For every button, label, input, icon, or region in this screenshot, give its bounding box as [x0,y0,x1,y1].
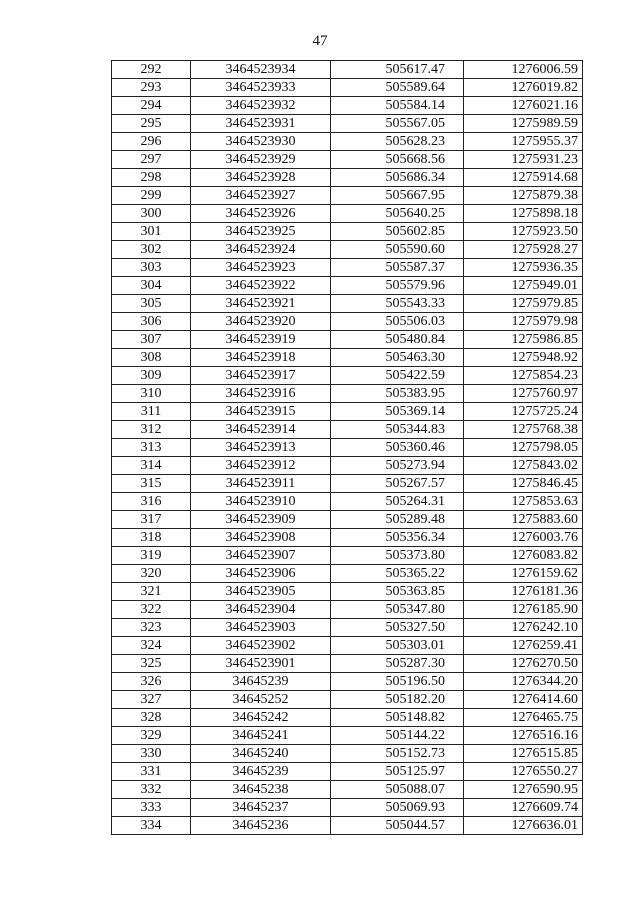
point-id-cell: 3464523924 [191,241,331,259]
table-row [112,295,583,313]
row-number-cell: 324 [112,637,191,655]
y-coordinate-cell: 1275883.60 [464,511,583,529]
point-id-cell: 3464523923 [191,259,331,277]
y-coordinate-cell: 1275989.59 [464,115,583,133]
y-coordinate-cell: 1275949.01 [464,277,583,295]
x-coordinate-cell: 505579.96 [331,277,464,295]
x-coordinate-cell: 505347.80 [331,601,464,619]
table-row [112,385,583,403]
point-id-cell: 3464523925 [191,223,331,241]
row-number-cell: 303 [112,259,191,277]
y-coordinate-cell: 1275979.98 [464,313,583,331]
y-coordinate-cell: 1275979.85 [464,295,583,313]
point-id-cell: 3464523902 [191,637,331,655]
y-coordinate-cell: 1275928.27 [464,241,583,259]
y-coordinate-cell: 1276003.76 [464,529,583,547]
table-row [112,511,583,529]
point-id-cell: 34645236 [191,817,331,835]
point-id-cell: 3464523927 [191,187,331,205]
x-coordinate-cell: 505148.82 [331,709,464,727]
row-number-cell: 328 [112,709,191,727]
point-id-cell: 3464523934 [191,61,331,79]
row-number-cell: 309 [112,367,191,385]
x-coordinate-cell: 505584.14 [331,97,464,115]
point-id-cell: 34645238 [191,781,331,799]
row-number-cell: 300 [112,205,191,223]
y-coordinate-cell: 1276021.16 [464,97,583,115]
point-id-cell: 3464523904 [191,601,331,619]
y-coordinate-cell: 1276185.90 [464,601,583,619]
point-id-cell: 3464523907 [191,547,331,565]
table-row [112,133,583,151]
point-id-cell: 34645241 [191,727,331,745]
point-id-cell: 34645239 [191,763,331,781]
row-number-cell: 330 [112,745,191,763]
y-coordinate-cell: 1275853.63 [464,493,583,511]
x-coordinate-cell: 505144.22 [331,727,464,745]
y-coordinate-cell: 1275948.92 [464,349,583,367]
row-number-cell: 301 [112,223,191,241]
row-number-cell: 318 [112,529,191,547]
table-row [112,763,583,781]
point-id-cell: 34645252 [191,691,331,709]
y-coordinate-cell: 1275879.38 [464,187,583,205]
y-coordinate-cell: 1276609.74 [464,799,583,817]
row-number-cell: 315 [112,475,191,493]
table-row [112,529,583,547]
row-number-cell: 302 [112,241,191,259]
x-coordinate-cell: 505587.37 [331,259,464,277]
table-row [112,817,583,835]
row-number-cell: 326 [112,673,191,691]
row-number-cell: 304 [112,277,191,295]
point-id-cell: 3464523916 [191,385,331,403]
point-id-cell: 3464523930 [191,133,331,151]
x-coordinate-cell: 505182.20 [331,691,464,709]
row-number-cell: 295 [112,115,191,133]
point-id-cell: 3464523911 [191,475,331,493]
x-coordinate-cell: 505506.03 [331,313,464,331]
point-id-cell: 34645242 [191,709,331,727]
x-coordinate-cell: 505088.07 [331,781,464,799]
row-number-cell: 323 [112,619,191,637]
y-coordinate-cell: 1275914.68 [464,169,583,187]
point-id-cell: 3464523901 [191,655,331,673]
x-coordinate-cell: 505668.56 [331,151,464,169]
y-coordinate-cell: 1275725.24 [464,403,583,421]
table-row [112,241,583,259]
point-id-cell: 3464523908 [191,529,331,547]
point-id-cell: 3464523906 [191,565,331,583]
y-coordinate-cell: 1276414.60 [464,691,583,709]
x-coordinate-cell: 505344.83 [331,421,464,439]
y-coordinate-cell: 1275898.18 [464,205,583,223]
point-id-cell: 3464523918 [191,349,331,367]
row-number-cell: 320 [112,565,191,583]
x-coordinate-cell: 505360.46 [331,439,464,457]
x-coordinate-cell: 505267.57 [331,475,464,493]
page-number: 47 [312,33,328,49]
coordinates-table-body [112,61,583,835]
row-number-cell: 293 [112,79,191,97]
point-id-cell: 34645237 [191,799,331,817]
table-row [112,565,583,583]
x-coordinate-cell: 505686.34 [331,169,464,187]
row-number-cell: 297 [112,151,191,169]
row-number-cell: 327 [112,691,191,709]
x-coordinate-cell: 505287.30 [331,655,464,673]
x-coordinate-cell: 505422.59 [331,367,464,385]
row-number-cell: 329 [112,727,191,745]
y-coordinate-cell: 1275986.85 [464,331,583,349]
table-row [112,79,583,97]
row-number-cell: 332 [112,781,191,799]
point-id-cell: 34645240 [191,745,331,763]
x-coordinate-cell: 505356.34 [331,529,464,547]
y-coordinate-cell: 1275931.23 [464,151,583,169]
table-row [112,97,583,115]
x-coordinate-cell: 505303.01 [331,637,464,655]
point-id-cell: 3464523928 [191,169,331,187]
point-id-cell: 3464523915 [191,403,331,421]
row-number-cell: 305 [112,295,191,313]
point-id-cell: 3464523931 [191,115,331,133]
y-coordinate-cell: 1275798.05 [464,439,583,457]
y-coordinate-cell: 1276083.82 [464,547,583,565]
table-row [112,277,583,295]
table-row [112,349,583,367]
row-number-cell: 314 [112,457,191,475]
row-number-cell: 306 [112,313,191,331]
y-coordinate-cell: 1276006.59 [464,61,583,79]
x-coordinate-cell: 505069.93 [331,799,464,817]
table-row [112,493,583,511]
row-number-cell: 313 [112,439,191,457]
point-id-cell: 3464523929 [191,151,331,169]
table-row [112,583,583,601]
row-number-cell: 311 [112,403,191,421]
x-coordinate-cell: 505365.22 [331,565,464,583]
coordinates-table [111,60,583,835]
y-coordinate-cell: 1275854.23 [464,367,583,385]
table-row [112,187,583,205]
row-number-cell: 316 [112,493,191,511]
y-coordinate-cell: 1276259.41 [464,637,583,655]
point-id-cell: 3464523933 [191,79,331,97]
point-id-cell: 3464523921 [191,295,331,313]
row-number-cell: 294 [112,97,191,115]
row-number-cell: 310 [112,385,191,403]
x-coordinate-cell: 505264.31 [331,493,464,511]
row-number-cell: 331 [112,763,191,781]
table-row [112,151,583,169]
row-number-cell: 325 [112,655,191,673]
x-coordinate-cell: 505640.25 [331,205,464,223]
x-coordinate-cell: 505289.48 [331,511,464,529]
y-coordinate-cell: 1276515.85 [464,745,583,763]
point-id-cell: 3464523926 [191,205,331,223]
table-row [112,403,583,421]
y-coordinate-cell: 1276636.01 [464,817,583,835]
table-row [112,367,583,385]
row-number-cell: 334 [112,817,191,835]
x-coordinate-cell: 505196.50 [331,673,464,691]
row-number-cell: 333 [112,799,191,817]
point-id-cell: 3464523914 [191,421,331,439]
point-id-cell: 3464523917 [191,367,331,385]
x-coordinate-cell: 505152.73 [331,745,464,763]
table-row [112,169,583,187]
row-number-cell: 307 [112,331,191,349]
y-coordinate-cell: 1275923.50 [464,223,583,241]
point-id-cell: 3464523912 [191,457,331,475]
row-number-cell: 322 [112,601,191,619]
table-row [112,655,583,673]
table-row [112,637,583,655]
x-coordinate-cell: 505125.97 [331,763,464,781]
y-coordinate-cell: 1276019.82 [464,79,583,97]
table-row [112,709,583,727]
table-row [112,691,583,709]
row-number-cell: 292 [112,61,191,79]
x-coordinate-cell: 505383.95 [331,385,464,403]
x-coordinate-cell: 505617.47 [331,61,464,79]
table-row [112,205,583,223]
table-row [112,673,583,691]
table-row [112,619,583,637]
y-coordinate-cell: 1275768.38 [464,421,583,439]
table-row [112,259,583,277]
y-coordinate-cell: 1275843.02 [464,457,583,475]
x-coordinate-cell: 505543.33 [331,295,464,313]
point-id-cell: 3464523910 [191,493,331,511]
x-coordinate-cell: 505480.84 [331,331,464,349]
row-number-cell: 312 [112,421,191,439]
table-row [112,421,583,439]
y-coordinate-cell: 1276465.75 [464,709,583,727]
x-coordinate-cell: 505363.85 [331,583,464,601]
table-row [112,223,583,241]
x-coordinate-cell: 505373.80 [331,547,464,565]
y-coordinate-cell: 1275760.97 [464,385,583,403]
point-id-cell: 3464523905 [191,583,331,601]
row-number-cell: 296 [112,133,191,151]
table-row [112,313,583,331]
point-id-cell: 3464523920 [191,313,331,331]
table-row [112,745,583,763]
y-coordinate-cell: 1276181.36 [464,583,583,601]
point-id-cell: 34645239 [191,673,331,691]
x-coordinate-cell: 505044.57 [331,817,464,835]
x-coordinate-cell: 505567.05 [331,115,464,133]
x-coordinate-cell: 505628.23 [331,133,464,151]
x-coordinate-cell: 505602.85 [331,223,464,241]
y-coordinate-cell: 1275936.35 [464,259,583,277]
y-coordinate-cell: 1276516.16 [464,727,583,745]
table-row [112,727,583,745]
y-coordinate-cell: 1276550.27 [464,763,583,781]
y-coordinate-cell: 1276270.50 [464,655,583,673]
y-coordinate-cell: 1276590.95 [464,781,583,799]
x-coordinate-cell: 505327.50 [331,619,464,637]
point-id-cell: 3464523909 [191,511,331,529]
table-row [112,547,583,565]
x-coordinate-cell: 505589.64 [331,79,464,97]
table-row [112,475,583,493]
row-number-cell: 308 [112,349,191,367]
point-id-cell: 3464523913 [191,439,331,457]
point-id-cell: 3464523919 [191,331,331,349]
row-number-cell: 299 [112,187,191,205]
y-coordinate-cell: 1275955.37 [464,133,583,151]
table-row [112,439,583,457]
x-coordinate-cell: 505463.30 [331,349,464,367]
row-number-cell: 319 [112,547,191,565]
table-row [112,331,583,349]
table-row [112,799,583,817]
table-row [112,61,583,79]
y-coordinate-cell: 1276242.10 [464,619,583,637]
point-id-cell: 3464523922 [191,277,331,295]
row-number-cell: 317 [112,511,191,529]
y-coordinate-cell: 1275846.45 [464,475,583,493]
y-coordinate-cell: 1276159.62 [464,565,583,583]
table-row [112,601,583,619]
x-coordinate-cell: 505369.14 [331,403,464,421]
x-coordinate-cell: 505273.94 [331,457,464,475]
table-row [112,457,583,475]
row-number-cell: 298 [112,169,191,187]
x-coordinate-cell: 505667.95 [331,187,464,205]
y-coordinate-cell: 1276344.20 [464,673,583,691]
row-number-cell: 321 [112,583,191,601]
table-row [112,115,583,133]
x-coordinate-cell: 505590.60 [331,241,464,259]
point-id-cell: 3464523903 [191,619,331,637]
point-id-cell: 3464523932 [191,97,331,115]
table-row [112,781,583,799]
